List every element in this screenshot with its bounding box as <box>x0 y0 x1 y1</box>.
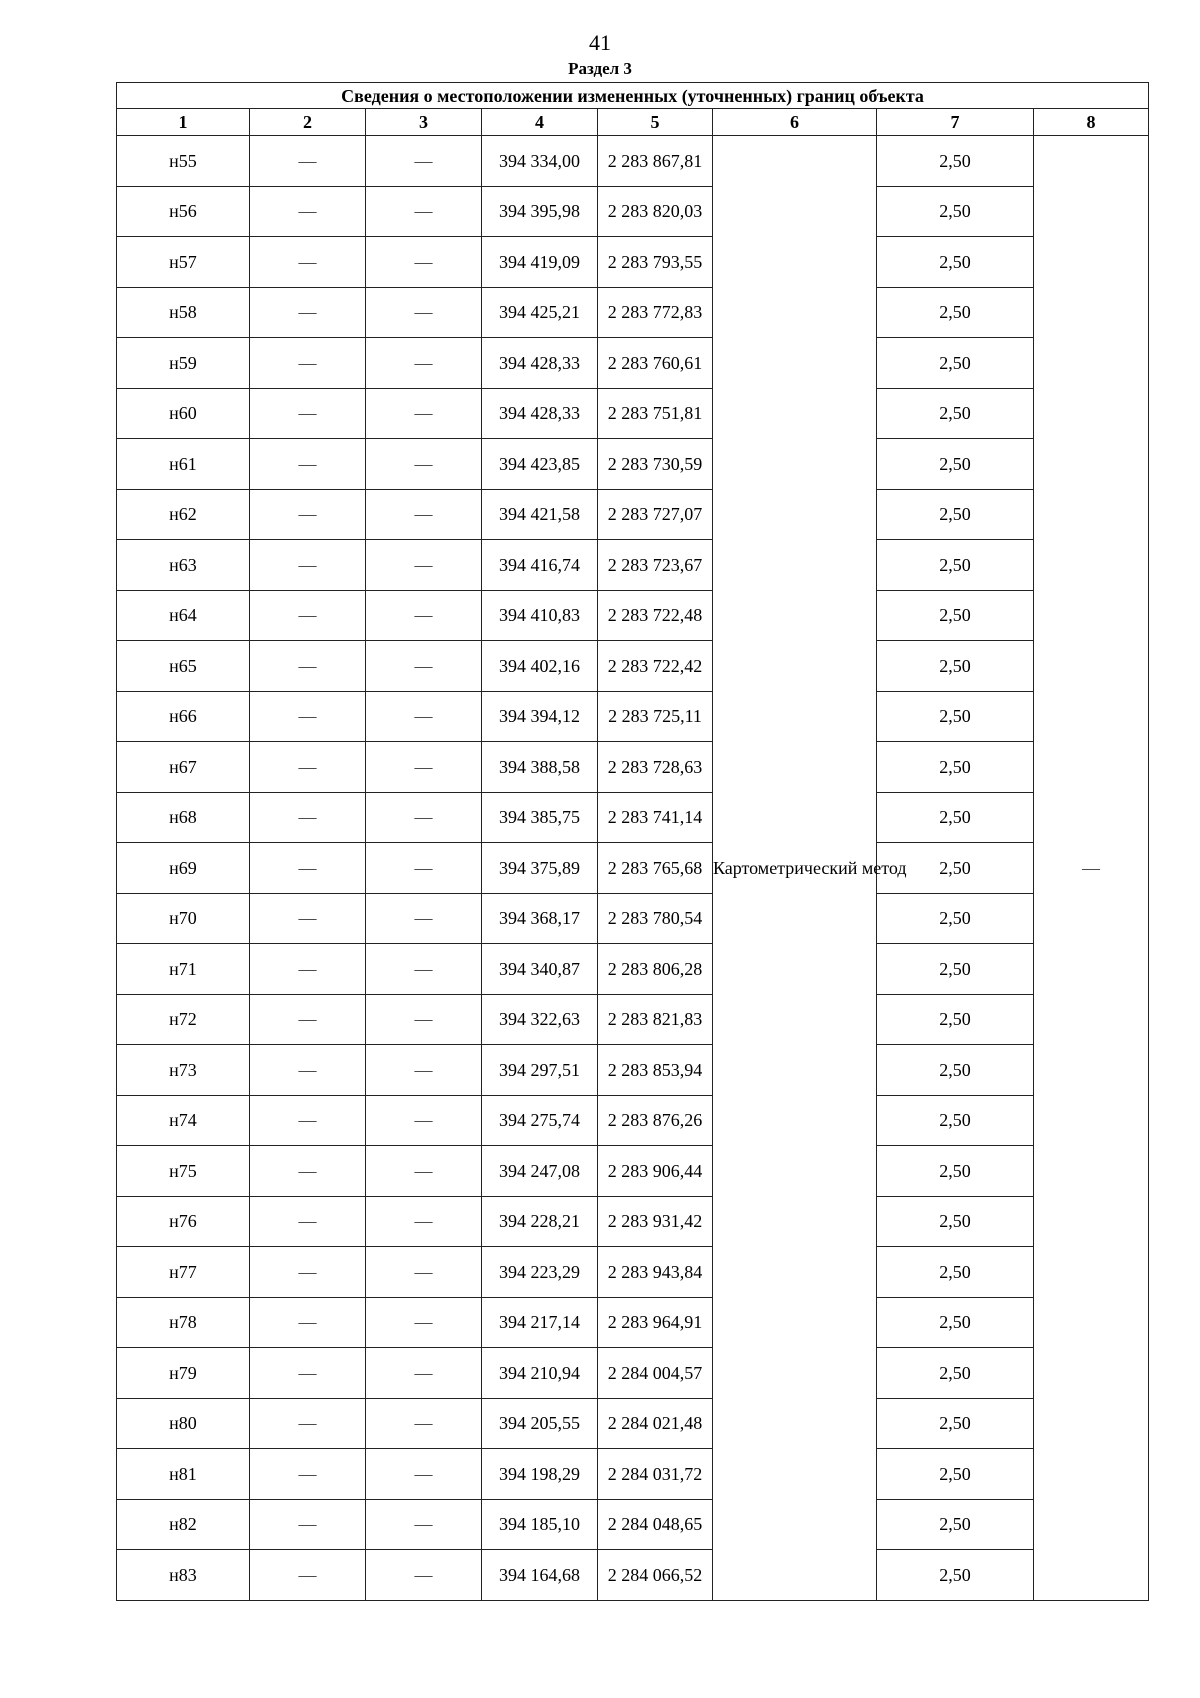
x-coordinate-cell: 394 334,00 <box>482 136 598 187</box>
table-row <box>117 439 1149 490</box>
point-name-cell: н67 <box>117 742 250 793</box>
point-name-cell: н82 <box>117 1499 250 1550</box>
page-number: 41 <box>589 30 611 55</box>
table-row <box>117 893 1149 944</box>
x-coordinate-cell: 394 423,85 <box>482 439 598 490</box>
point-name-cell: н69 <box>117 843 250 894</box>
column-number-header: 1 <box>117 109 250 136</box>
point-name-cell: н59 <box>117 338 250 389</box>
accuracy-cell: 2,50 <box>877 1499 1034 1550</box>
y-coordinate-cell: 2 283 772,83 <box>598 287 713 338</box>
method-cell: Картометрический метод <box>713 136 877 1601</box>
point-name-cell: н55 <box>117 136 250 187</box>
x-coordinate-cell: 394 198,29 <box>482 1449 598 1500</box>
accuracy-cell: 2,50 <box>877 1297 1034 1348</box>
column-3-cell: — <box>366 489 482 540</box>
x-coordinate-cell: 394 322,63 <box>482 994 598 1045</box>
point-name-cell: н79 <box>117 1348 250 1399</box>
column-2-cell: — <box>250 1045 366 1096</box>
column-3-cell: — <box>366 388 482 439</box>
accuracy-cell: 2,50 <box>877 742 1034 793</box>
x-coordinate-cell: 394 428,33 <box>482 388 598 439</box>
column-3-cell: — <box>366 691 482 742</box>
table-row <box>117 691 1149 742</box>
x-coordinate-cell: 394 247,08 <box>482 1146 598 1197</box>
column-2-cell: — <box>250 338 366 389</box>
x-coordinate-cell: 394 425,21 <box>482 287 598 338</box>
column-3-cell: — <box>366 792 482 843</box>
accuracy-cell: 2,50 <box>877 994 1034 1045</box>
column-2-cell: — <box>250 1146 366 1197</box>
accuracy-cell: 2,50 <box>877 136 1034 187</box>
column-3-cell: — <box>366 1499 482 1550</box>
accuracy-cell: 2,50 <box>877 1196 1034 1247</box>
point-name-cell: н76 <box>117 1196 250 1247</box>
column-2-cell: — <box>250 388 366 439</box>
column-3-cell: — <box>366 1550 482 1601</box>
point-name-cell: н58 <box>117 287 250 338</box>
y-coordinate-cell: 2 283 820,03 <box>598 186 713 237</box>
y-coordinate-cell: 2 283 867,81 <box>598 136 713 187</box>
column-3-cell: — <box>366 1095 482 1146</box>
table-row <box>117 1297 1149 1348</box>
table-row <box>117 489 1149 540</box>
y-coordinate-cell: 2 283 751,81 <box>598 388 713 439</box>
point-name-cell: н74 <box>117 1095 250 1146</box>
table-row <box>117 944 1149 995</box>
x-coordinate-cell: 394 223,29 <box>482 1247 598 1298</box>
accuracy-cell: 2,50 <box>877 792 1034 843</box>
column-2-cell: — <box>250 742 366 793</box>
y-coordinate-cell: 2 283 943,84 <box>598 1247 713 1298</box>
point-name-cell: н61 <box>117 439 250 490</box>
point-name-cell: н78 <box>117 1297 250 1348</box>
column-number-header: 6 <box>713 109 877 136</box>
column-3-cell: — <box>366 1146 482 1197</box>
coordinates-table <box>116 82 1149 1601</box>
point-name-cell: н57 <box>117 237 250 288</box>
accuracy-cell: 2,50 <box>877 1348 1034 1399</box>
column-3-cell: — <box>366 641 482 692</box>
accuracy-cell: 2,50 <box>877 1550 1034 1601</box>
y-coordinate-cell: 2 284 021,48 <box>598 1398 713 1449</box>
column-2-cell: — <box>250 489 366 540</box>
column-2-cell: — <box>250 893 366 944</box>
x-coordinate-cell: 394 419,09 <box>482 237 598 288</box>
x-coordinate-cell: 394 164,68 <box>482 1550 598 1601</box>
y-coordinate-cell: 2 283 728,63 <box>598 742 713 793</box>
x-coordinate-cell: 394 205,55 <box>482 1398 598 1449</box>
accuracy-cell: 2,50 <box>877 1045 1034 1096</box>
x-coordinate-cell: 394 228,21 <box>482 1196 598 1247</box>
table-row <box>117 338 1149 389</box>
column-2-cell: — <box>250 843 366 894</box>
section-title: Раздел 3 <box>568 59 632 78</box>
accuracy-cell: 2,50 <box>877 691 1034 742</box>
y-coordinate-cell: 2 283 964,91 <box>598 1297 713 1348</box>
table-caption: Сведения о местоположении измененных (уточненных) границ объекта <box>117 83 1149 109</box>
accuracy-cell: 2,50 <box>877 1449 1034 1500</box>
y-coordinate-cell: 2 283 906,44 <box>598 1146 713 1197</box>
accuracy-cell: 2,50 <box>877 489 1034 540</box>
y-coordinate-cell: 2 283 741,14 <box>598 792 713 843</box>
column-2-cell: — <box>250 691 366 742</box>
column-3-cell: — <box>366 1045 482 1096</box>
column-number-header: 2 <box>250 109 366 136</box>
accuracy-cell: 2,50 <box>877 1146 1034 1197</box>
table-row <box>117 136 1149 187</box>
accuracy-cell: 2,50 <box>877 540 1034 591</box>
accuracy-cell: 2,50 <box>877 1095 1034 1146</box>
y-coordinate-cell: 2 284 004,57 <box>598 1348 713 1399</box>
column-number-header: 3 <box>366 109 482 136</box>
y-coordinate-cell: 2 283 722,42 <box>598 641 713 692</box>
table-row <box>117 1550 1149 1601</box>
table-row <box>117 641 1149 692</box>
table-row <box>117 1247 1149 1298</box>
accuracy-cell: 2,50 <box>877 237 1034 288</box>
y-coordinate-cell: 2 284 031,72 <box>598 1449 713 1500</box>
table-row <box>117 792 1149 843</box>
y-coordinate-cell: 2 283 730,59 <box>598 439 713 490</box>
point-name-cell: н75 <box>117 1146 250 1197</box>
column-number-header: 7 <box>877 109 1034 136</box>
column-3-cell: — <box>366 742 482 793</box>
accuracy-cell: 2,50 <box>877 843 1034 894</box>
point-name-cell: н72 <box>117 994 250 1045</box>
column-3-cell: — <box>366 1398 482 1449</box>
column-3-cell: — <box>366 590 482 641</box>
x-coordinate-cell: 394 210,94 <box>482 1348 598 1399</box>
column-2-cell: — <box>250 1297 366 1348</box>
x-coordinate-cell: 394 410,83 <box>482 590 598 641</box>
accuracy-cell: 2,50 <box>877 641 1034 692</box>
column-3-cell: — <box>366 186 482 237</box>
x-coordinate-cell: 394 375,89 <box>482 843 598 894</box>
column-3-cell: — <box>366 1196 482 1247</box>
accuracy-cell: 2,50 <box>877 439 1034 490</box>
y-coordinate-cell: 2 283 931,42 <box>598 1196 713 1247</box>
point-name-cell: н71 <box>117 944 250 995</box>
accuracy-cell: 2,50 <box>877 1398 1034 1449</box>
x-coordinate-cell: 394 402,16 <box>482 641 598 692</box>
y-coordinate-cell: 2 283 760,61 <box>598 338 713 389</box>
column-number-header: 8 <box>1034 109 1149 136</box>
y-coordinate-cell: 2 283 876,26 <box>598 1095 713 1146</box>
y-coordinate-cell: 2 283 780,54 <box>598 893 713 944</box>
table-row <box>117 388 1149 439</box>
column-3-cell: — <box>366 338 482 389</box>
table-row <box>117 1348 1149 1399</box>
y-coordinate-cell: 2 283 723,67 <box>598 540 713 591</box>
column-2-cell: — <box>250 590 366 641</box>
column-3-cell: — <box>366 994 482 1045</box>
point-name-cell: н64 <box>117 590 250 641</box>
x-coordinate-cell: 394 185,10 <box>482 1499 598 1550</box>
point-name-cell: н63 <box>117 540 250 591</box>
x-coordinate-cell: 394 421,58 <box>482 489 598 540</box>
y-coordinate-cell: 2 283 853,94 <box>598 1045 713 1096</box>
x-coordinate-cell: 394 385,75 <box>482 792 598 843</box>
y-coordinate-cell: 2 283 765,68 <box>598 843 713 894</box>
y-coordinate-cell: 2 283 821,83 <box>598 994 713 1045</box>
accuracy-cell: 2,50 <box>877 186 1034 237</box>
x-coordinate-cell: 394 416,74 <box>482 540 598 591</box>
point-name-cell: н70 <box>117 893 250 944</box>
point-name-cell: н60 <box>117 388 250 439</box>
table-row <box>117 1449 1149 1500</box>
y-coordinate-cell: 2 283 725,11 <box>598 691 713 742</box>
table-row <box>117 843 1149 894</box>
column-2-cell: — <box>250 540 366 591</box>
accuracy-cell: 2,50 <box>877 338 1034 389</box>
point-name-cell: н56 <box>117 186 250 237</box>
column-3-cell: — <box>366 1449 482 1500</box>
point-name-cell: н62 <box>117 489 250 540</box>
y-coordinate-cell: 2 283 727,07 <box>598 489 713 540</box>
y-coordinate-cell: 2 283 793,55 <box>598 237 713 288</box>
column-2-cell: — <box>250 1196 366 1247</box>
column-number-row <box>117 109 1149 136</box>
x-coordinate-cell: 394 275,74 <box>482 1095 598 1146</box>
column-8-cell: — <box>1034 136 1149 1601</box>
column-3-cell: — <box>366 1247 482 1298</box>
accuracy-cell: 2,50 <box>877 287 1034 338</box>
column-3-cell: — <box>366 237 482 288</box>
table-row <box>117 742 1149 793</box>
column-2-cell: — <box>250 1449 366 1500</box>
table-row <box>117 994 1149 1045</box>
column-2-cell: — <box>250 944 366 995</box>
column-2-cell: — <box>250 1550 366 1601</box>
column-2-cell: — <box>250 1348 366 1399</box>
point-name-cell: н81 <box>117 1449 250 1500</box>
column-number-header: 4 <box>482 109 598 136</box>
x-coordinate-cell: 394 217,14 <box>482 1297 598 1348</box>
accuracy-cell: 2,50 <box>877 388 1034 439</box>
table-body <box>117 136 1149 1601</box>
column-2-cell: — <box>250 1247 366 1298</box>
x-coordinate-cell: 394 340,87 <box>482 944 598 995</box>
column-2-cell: — <box>250 1095 366 1146</box>
column-2-cell: — <box>250 136 366 187</box>
point-name-cell: н73 <box>117 1045 250 1096</box>
column-3-cell: — <box>366 944 482 995</box>
point-name-cell: н68 <box>117 792 250 843</box>
table-row <box>117 186 1149 237</box>
column-2-cell: — <box>250 641 366 692</box>
table-row <box>117 237 1149 288</box>
column-2-cell: — <box>250 237 366 288</box>
table-row <box>117 287 1149 338</box>
accuracy-cell: 2,50 <box>877 944 1034 995</box>
table-row <box>117 1095 1149 1146</box>
column-3-cell: — <box>366 540 482 591</box>
column-3-cell: — <box>366 439 482 490</box>
table-row <box>117 1146 1149 1197</box>
table-row <box>117 540 1149 591</box>
column-number-header: 5 <box>598 109 713 136</box>
y-coordinate-cell: 2 284 048,65 <box>598 1499 713 1550</box>
column-3-cell: — <box>366 136 482 187</box>
column-2-cell: — <box>250 1499 366 1550</box>
column-2-cell: — <box>250 994 366 1045</box>
column-2-cell: — <box>250 439 366 490</box>
y-coordinate-cell: 2 284 066,52 <box>598 1550 713 1601</box>
point-name-cell: н77 <box>117 1247 250 1298</box>
x-coordinate-cell: 394 428,33 <box>482 338 598 389</box>
x-coordinate-cell: 394 394,12 <box>482 691 598 742</box>
point-name-cell: н66 <box>117 691 250 742</box>
column-3-cell: — <box>366 287 482 338</box>
x-coordinate-cell: 394 395,98 <box>482 186 598 237</box>
column-3-cell: — <box>366 1297 482 1348</box>
point-name-cell: н83 <box>117 1550 250 1601</box>
table-row <box>117 590 1149 641</box>
column-2-cell: — <box>250 287 366 338</box>
column-3-cell: — <box>366 1348 482 1399</box>
x-coordinate-cell: 394 368,17 <box>482 893 598 944</box>
x-coordinate-cell: 394 297,51 <box>482 1045 598 1096</box>
accuracy-cell: 2,50 <box>877 1247 1034 1298</box>
table-row <box>117 1398 1149 1449</box>
table-row <box>117 1196 1149 1247</box>
table-row <box>117 1045 1149 1096</box>
accuracy-cell: 2,50 <box>877 893 1034 944</box>
y-coordinate-cell: 2 283 722,48 <box>598 590 713 641</box>
column-3-cell: — <box>366 893 482 944</box>
column-2-cell: — <box>250 1398 366 1449</box>
table-row <box>117 1499 1149 1550</box>
accuracy-cell: 2,50 <box>877 590 1034 641</box>
column-3-cell: — <box>366 843 482 894</box>
column-2-cell: — <box>250 186 366 237</box>
point-name-cell: н80 <box>117 1398 250 1449</box>
x-coordinate-cell: 394 388,58 <box>482 742 598 793</box>
point-name-cell: н65 <box>117 641 250 692</box>
y-coordinate-cell: 2 283 806,28 <box>598 944 713 995</box>
column-2-cell: — <box>250 792 366 843</box>
